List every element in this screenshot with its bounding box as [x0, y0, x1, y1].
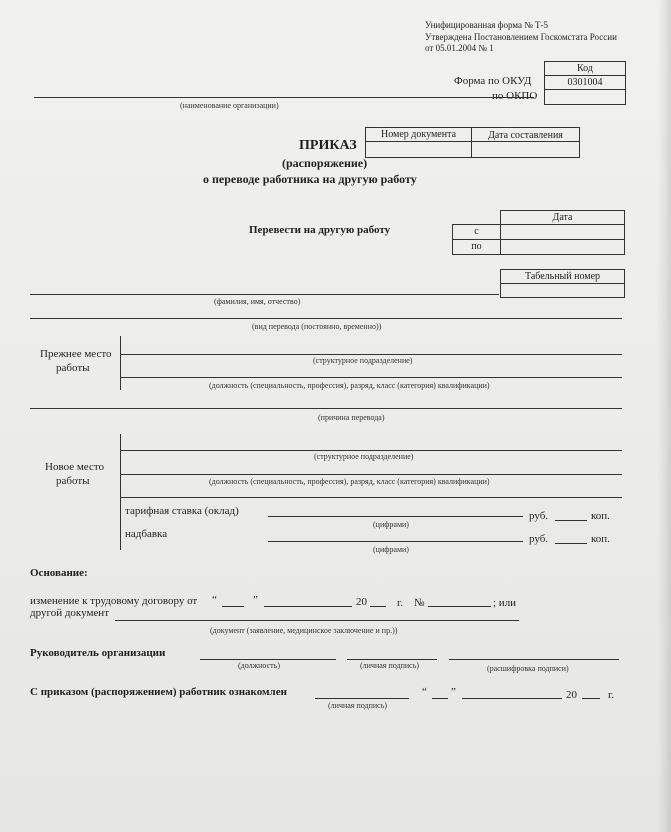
basis-number-sign: №	[414, 597, 425, 609]
reason-caption: (причина перевода)	[318, 413, 385, 422]
new-place-label-2: работы	[56, 475, 90, 487]
ack-signature-line	[315, 698, 409, 699]
ack-quote-close: ”	[451, 686, 456, 698]
date-from-cell	[500, 224, 625, 240]
prev-place-bracket	[120, 336, 121, 390]
basis-other-doc-line	[115, 620, 519, 621]
bonus-digits-caption: (цифрами)	[373, 545, 409, 554]
head-signature-line	[347, 659, 437, 660]
rate-digits-caption: (цифрами)	[373, 520, 409, 529]
ack-signature-caption: (личная подпись)	[328, 701, 388, 710]
ack-year-line	[582, 698, 600, 699]
ack-label: С приказом (распоряжением) работник ознакомлен	[30, 686, 287, 698]
prev-position-line	[120, 377, 622, 378]
basis-other-doc-label: другой документ	[30, 607, 110, 619]
new-position-line	[120, 474, 622, 475]
bonus-kop-label: коп.	[591, 533, 610, 545]
doc-date-header: Дата составления	[471, 127, 580, 142]
form-number-line: Унифицированная форма № Т-5	[425, 20, 549, 30]
basis-label: Основание:	[30, 567, 88, 579]
prev-place-label-1: Прежнее место	[40, 348, 112, 360]
bonus-label: надбавка	[125, 528, 168, 540]
reason-line	[30, 408, 622, 409]
rate-rub-label: руб.	[529, 510, 549, 522]
basis-quote-close: ”	[253, 594, 258, 606]
order-title: ПРИКАЗ	[299, 138, 357, 153]
fio-line	[30, 294, 499, 295]
head-label: Руководитель организации	[30, 647, 166, 659]
new-struct-line	[120, 450, 622, 451]
doc-number-header: Номер документа	[365, 127, 472, 142]
rate-line	[268, 516, 523, 517]
new-place-bracket	[120, 434, 121, 550]
code-header: Код	[544, 61, 626, 76]
transfer-type-line	[30, 318, 622, 319]
date-to-cell	[500, 239, 625, 255]
basis-contract-text: изменение к трудовому договору от	[30, 595, 198, 607]
date-to-label: по	[452, 239, 501, 255]
head-position-line	[200, 659, 336, 660]
transfer-label: Перевести на другую работу	[249, 224, 391, 236]
okud-value: 0301004	[544, 75, 626, 90]
prev-position-caption: (должность (специальность, профессия), разряд, класс (категория) квалификации)	[209, 381, 490, 390]
tab-number-cell	[500, 283, 625, 298]
doc-number-cell	[365, 141, 472, 158]
basis-number-line	[428, 606, 491, 607]
ack-year-prefix: 20	[566, 689, 577, 701]
prev-struct-caption: (структурное подразделение)	[313, 356, 413, 365]
approval-date-line: от 05.01.2004 № 1	[425, 43, 494, 53]
ack-quote-open: “	[422, 686, 427, 698]
ack-month-line	[462, 698, 562, 699]
head-signature-caption: (личная подпись)	[360, 661, 420, 670]
transfer-type-caption: (вид перевода (постоянно, временно))	[252, 322, 382, 331]
date-from-label: с	[452, 224, 501, 240]
bonus-rub-label: руб.	[529, 533, 549, 545]
basis-quote-open: “	[212, 594, 217, 606]
new-struct-caption: (структурное подразделение)	[314, 452, 414, 461]
basis-or-text: ; или	[493, 597, 517, 609]
new-extra-line	[120, 497, 622, 498]
ack-year-suffix: г.	[608, 689, 615, 701]
date-header: Дата	[500, 210, 625, 225]
okud-label: Форма по ОКУД	[454, 75, 532, 87]
order-about: о переводе работника на другую работу	[203, 172, 417, 186]
ack-day-line	[432, 698, 448, 699]
tab-number-header: Табельный номер	[500, 269, 625, 284]
bonus-kop-line	[555, 543, 587, 544]
approval-line: Утверждена Постановлением Госкомстата России	[425, 32, 617, 42]
doc-date-cell	[471, 141, 580, 158]
basis-year-line	[370, 606, 386, 607]
basis-year-suffix: г.	[397, 597, 404, 609]
prev-place-label-2: работы	[56, 362, 90, 374]
organization-caption: (наименование организации)	[180, 101, 279, 110]
basis-day-line	[222, 606, 244, 607]
head-decoding-caption: (расшифровка подписи)	[487, 664, 569, 673]
rate-kop-line	[555, 520, 587, 521]
okpo-value	[544, 89, 626, 105]
okpo-label: по ОКПО	[492, 90, 538, 102]
order-subtitle: (распоряжение)	[282, 156, 368, 170]
page-edge-shadow	[657, 0, 671, 832]
prev-struct-line	[120, 354, 622, 355]
head-position-caption: (должность)	[238, 661, 280, 670]
bonus-line	[268, 541, 523, 542]
basis-document-caption: (документ (заявление, медицинское заключение и пр.))	[210, 626, 398, 635]
new-position-caption: (должность (специальность, профессия), разряд, класс (категория) квалификации)	[209, 477, 490, 486]
rate-kop-label: коп.	[591, 510, 610, 522]
organization-line	[34, 97, 534, 98]
basis-month-line	[264, 606, 352, 607]
fio-caption: (фамилия, имя, отчество)	[214, 297, 301, 306]
new-place-label-1: Новое место	[45, 461, 104, 473]
head-decoding-line	[449, 659, 619, 660]
basis-year-prefix: 20	[356, 596, 367, 608]
rate-label: тарифная ставка (оклад)	[125, 505, 239, 517]
